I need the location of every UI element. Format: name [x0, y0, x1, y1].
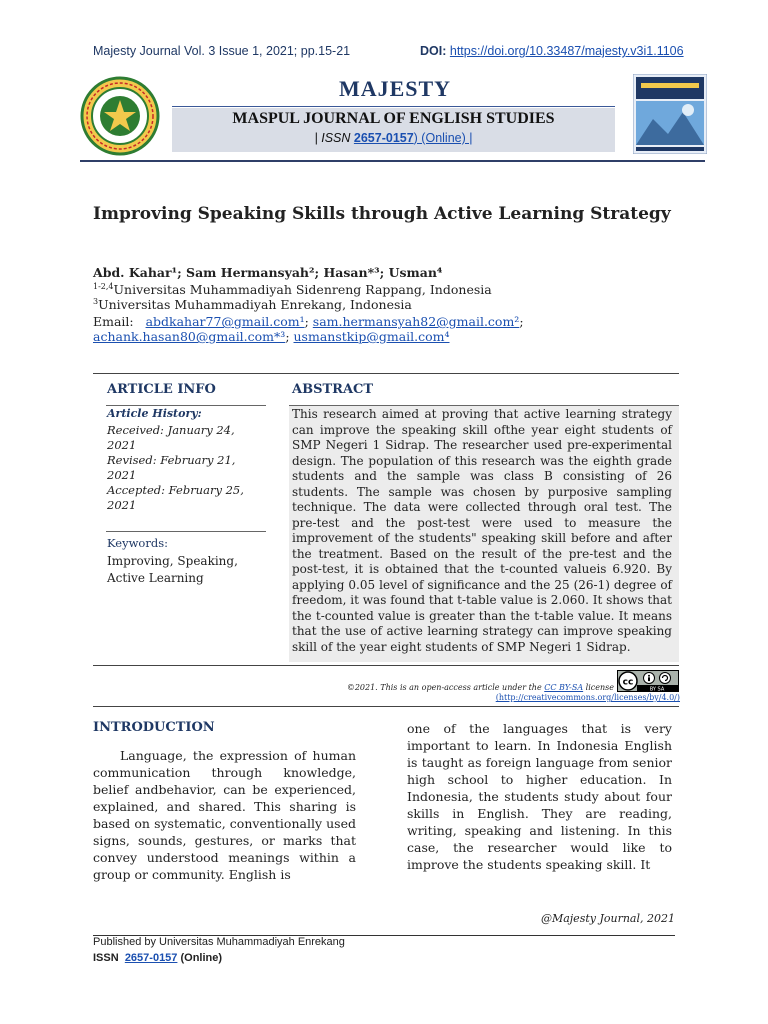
affiliation-1-text: Universitas Muhammadiyah Sidenreng Rappang, Indonesia [113, 282, 492, 298]
abstract-text: This research aimed at proving that active learning strategy can improve the speaking skill ofthe year eight students of SMP Negeri 1 Sidrap. The researcher used pre-experimental design. The population of this research was the eighth grade students and the sample was class B consisting of 26 students. The sample was chosen by purposive sampling technique. The data were collected through oral test. The pre-test and the post-test were used to measure the improvement of the students" speaking skill before and after the treatment. Based on the result of the pre-test and the post-test, it is obtained that the t-counted valueis 6.920. By applying 0.05 level of significance and the 25 (26-1) degree of freedom, it was found that t-table value is 2.060. It shows that the t-counted value is greater than the t-table value. It means that the use of active learning strategy can improve speaking skill of the year eight students of SMP Negeri 1 Sidrap. [292, 407, 672, 654]
license-url[interactable]: (http://creativecommons.org/licenses/by/4.0/) [495, 693, 680, 702]
intro-column-1: Language, the expression of human communication through knowledge, belief andbehavior, can be experienced, explained, and shared. This sharing is based on systematic, conventionally used signs, sounds, gestures, or marks that convey understood meanings within a group or community. English is [93, 748, 356, 882]
cc-badge-label: BY SA [649, 686, 665, 692]
issn-link[interactable]: 2657-0157 [353, 131, 414, 145]
affiliation-1 [93, 282, 492, 297]
license-line [200, 683, 614, 692]
email-label: Email: [93, 314, 134, 329]
header-bottom-rule [80, 160, 705, 162]
doi-line [420, 44, 684, 58]
email-line-2: achank.hasan80@gmail.com*³; usmanstkip@gmail.com⁴ [93, 329, 450, 344]
issn-prefix: | ISSN [314, 131, 351, 145]
keywords-list: Improving, Speaking, Active Learning [107, 554, 238, 585]
svg-text:cc: cc [622, 677, 634, 688]
affiliation-1-sup: 1-2,4 [93, 282, 114, 291]
abstract-heading: ABSTRACT [292, 382, 374, 397]
issn-suffix: ) (Online) | [413, 131, 473, 145]
accepted-date: Accepted: February 25, 2021 [107, 483, 244, 512]
introduction-heading: INTRODUCTION [93, 720, 215, 735]
footer-issn [93, 952, 222, 964]
journal-name: MASPUL JOURNAL OF ENGLISH STUDIES [232, 110, 555, 127]
keywords-heading: Keywords: [107, 536, 168, 550]
footer-issn-link[interactable]: 2657-0157 [124, 952, 178, 964]
info-rule [106, 405, 266, 406]
header-rule [172, 106, 615, 107]
doi-link[interactable]: https://doi.org/10.33487/majesty.v3i1.1106 [449, 44, 684, 58]
email-link-3[interactable]: achank.hasan80@gmail.com*³ [93, 329, 286, 344]
journal-title: MAJESTY [338, 76, 452, 101]
license-bottom-rule [93, 706, 679, 707]
footer-issn-label: ISSN [93, 952, 119, 964]
affiliation-2-sup: 3 [93, 297, 99, 306]
article-history [107, 423, 267, 513]
journal-meta: Majesty Journal Vol. 3 Issue 1, 2021; pp.15-21 [93, 44, 351, 58]
issn-line [172, 131, 615, 145]
footer-issn-suffix: (Online) [180, 952, 223, 964]
email-link-2[interactable]: sam.hermansyah82@gmail.com² [312, 314, 520, 329]
copyright-notice: @Majesty Journal, 2021 [540, 912, 675, 925]
cc-by-sa-badge-icon [617, 670, 679, 692]
affiliation-2-text: Universitas Muhammadiyah Enrekang, Indonesia [98, 297, 412, 313]
received-date: Received: January 24, 2021 [107, 423, 235, 452]
affiliation-2 [93, 297, 412, 312]
email-line-1: Email: abdkahar77@gmail.com¹; sam.hermansyah82@gmail.com²; [93, 314, 524, 329]
email-link-1[interactable]: abdkahar77@gmail.com¹ [145, 314, 305, 329]
paper-title: Improving Speaking Skills through Active Learning Strategy [93, 204, 671, 224]
footer-publisher: Published by Universitas Muhammadiyah Enrekang [93, 936, 345, 948]
journal-cover-icon [633, 74, 707, 154]
info-box-bottom-rule [93, 665, 679, 666]
keywords-rule [106, 531, 266, 532]
university-logo-icon [80, 76, 160, 156]
license-suffix: license [585, 683, 614, 692]
license-prefix: ©2021. This is an open-access article under the [346, 683, 542, 692]
revised-date: Revised: February 21, 2021 [107, 453, 236, 482]
info-box-top-rule [93, 373, 679, 374]
history-heading: Article History: [107, 407, 202, 420]
email-link-4[interactable]: usmanstkip@gmail.com⁴ [293, 329, 450, 344]
article-info-heading: ARTICLE INFO [107, 382, 216, 397]
authors: Abd. Kahar¹; Sam Hermansyah²; Hasan*³; Usman⁴ [93, 265, 443, 280]
cc-license-link[interactable]: CC BY-SA [544, 683, 584, 692]
intro-column-2: one of the languages that is very important to learn. In Indonesia English is taught as foreign language from senior high school to higher education. In Indonesia, the students study about four skills in English. They are reading, writing, speaking and listening. In this case, the researcher would like to improve the students speaking skill. It [407, 721, 672, 872]
doi-label: DOI: [420, 44, 447, 58]
